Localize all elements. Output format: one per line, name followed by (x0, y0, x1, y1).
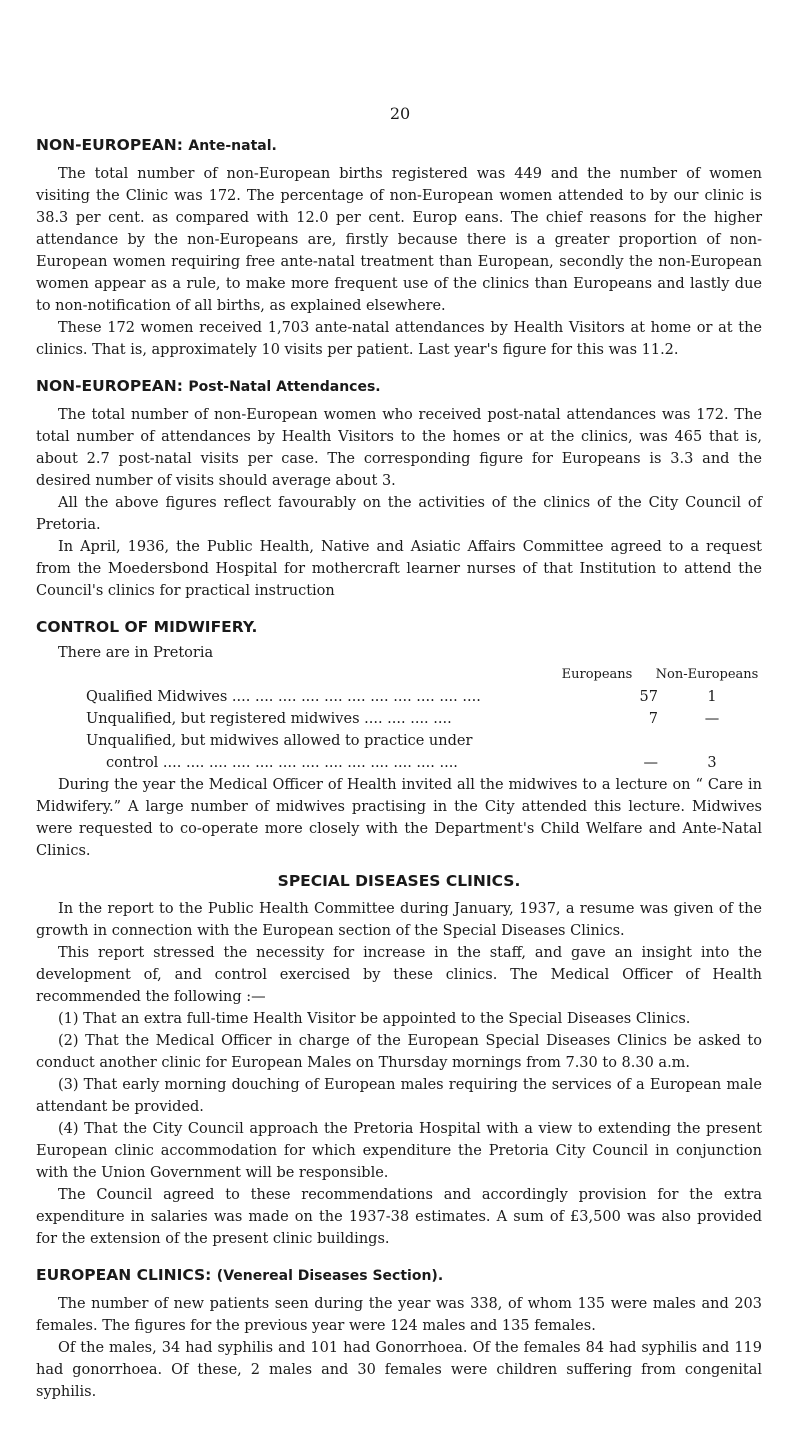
value-europeans (598, 730, 662, 752)
value-non-europeans: — (704, 711, 720, 727)
paragraph: This report stressed the necessity for increase in the staff, and gave an insight into the development of, and control exercised by these clinics. The Medical Officer of Health recommended the following :— (36, 945, 762, 1005)
recommendation-item: (4) That the City Council approach the Pretoria Hospital with a view to extending the present European clinic accommodation for which expenditure the Pretoria City Council in conjunction with the Union Government will be responsible. (36, 1121, 762, 1181)
paragraph: The Council agreed to these recommendations and accordingly provision for the extra expenditure in salaries was made on the 1937-38 estimates. A sum of £3,500 was also provided for the extension of the present clinic buildings. (36, 1187, 762, 1247)
section-heading-european-clinics (36, 1264, 762, 1287)
column-header-europeans: Europeans (561, 667, 633, 682)
recommendation-item: (1) That an extra full-time Health Visitor be appointed to the Special Diseases Clinics. (58, 1011, 691, 1027)
paragraph: These 172 women received 1,703 ante-natal attendances by Health Visitors at home or at the clinics. That is, approximately 10 visits per patient. Last year's figure for this was 11.2. (36, 320, 762, 358)
table-row (58, 730, 762, 752)
paragraph: All the above figures reflect favourably on the activities of the clinics of the City Council of Pretoria. (36, 495, 762, 533)
heading-sub: (Venereal Diseases Section). (216, 1268, 444, 1284)
value-europeans: 7 (648, 711, 658, 727)
recommendation-item: (2) That the Medical Officer in charge of the European Special Diseases Clinics be asked to conduct another clinic for European Males on Thursday mornings from 7.30 to 8.30 a.m. (36, 1033, 762, 1071)
table-header (58, 664, 762, 686)
section-heading-midwifery: CONTROL OF MIDWIFERY. (36, 618, 258, 636)
heading-main: NON-EUROPEAN: (36, 136, 183, 154)
heading-sub: Post-Natal Attendances. (188, 379, 381, 395)
section-heading-post-natal (36, 375, 762, 398)
paragraph: The number of new patients seen during the year was 338, of whom 135 were males and 203 females. The figures for the previous year were 124 males and 135 females. (36, 1296, 762, 1334)
paragraph: During the year the Medical Officer of Health invited all the midwives to a lecture on “ Care in Midwifery.” A large number of midwives practising in the City attended this lecture. Midwives were requested to co-operate more closely with the Department's Child Welfare and Ante-Natal Clinics. (36, 777, 762, 859)
column-header-non-europeans: Non-Europeans (655, 667, 759, 682)
paragraph: In April, 1936, the Public Health, Native and Asiatic Affairs Committee agreed to a request from the Moedersbond Hospital for mothercraft learner nurses of that Institution to attend the Council's clinics for practical instruction (36, 539, 762, 599)
table-row (58, 708, 762, 730)
recommendation-item: (3) That early morning douching of European males requiring the services of a European male attendant be provided. (36, 1077, 762, 1115)
page-content (36, 134, 762, 1403)
table-row (58, 686, 762, 708)
heading-main: EUROPEAN CLINICS: (36, 1266, 212, 1284)
section-heading-ante-natal (36, 134, 762, 157)
value-non-europeans: 1 (707, 689, 717, 705)
section-heading-special-diseases: SPECIAL DISEASES CLINICS. (277, 872, 521, 890)
paragraph: There are in Pretoria (58, 645, 214, 661)
heading-main: NON-EUROPEAN: (36, 377, 183, 395)
table-row (58, 752, 762, 774)
paragraph: The total number of non-European births registered was 449 and the number of women visiting the Clinic was 172. The percentage of non-European women attended to by our clinic is 38.3 per cent. as compared with 12.0 per cent. Europ eans. The chief reasons for the higher attendance by the non-Europeans are, firstly because there is a greater proportion of non-European women requiring free ante-natal treatment than European, secondly the non-European women appear as a rule, to make more frequent use of the clinics than Europeans and lastly due to non-notification of all births, as explained elsewhere. (36, 166, 762, 314)
value-non-europeans: 3 (707, 755, 717, 771)
value-europeans: 57 (639, 689, 658, 705)
row-label: control .... .... .... .... .... .... .... .... .... .... .... .... .... (106, 755, 458, 771)
heading-sub: Ante-natal. (188, 138, 277, 154)
row-label: Unqualified, but midwives allowed to practice under (86, 733, 473, 749)
value-non-europeans (662, 730, 762, 752)
page-number: 20 (389, 104, 411, 123)
value-europeans: — (643, 755, 658, 771)
paragraph: The total number of non-European women who received post-natal attendances was 172. The total number of attendances by Health Visitors to the homes or at the clinics, was 465 that is, about 2.7 post-natal visits per case. The corresponding figure for Europeans is 3.3 and the desired number of visits should average about 3. (36, 407, 762, 489)
paragraph: In the report to the Public Health Committee during January, 1937, a resume was given of the growth in connection with the European section of the Special Diseases Clinics. (36, 901, 762, 939)
paragraph: Of the males, 34 had syphilis and 101 had Gonorrhoea. Of the females 84 had syphilis and 119 had gonorrhoea. Of these, 2 males and 30 females were children suffering from congenital syphilis. (36, 1340, 762, 1400)
midwives-table (58, 664, 762, 774)
row-label: Qualified Midwives .... .... .... .... .... .... .... .... .... .... .... (86, 689, 481, 705)
row-label: Unqualified, but registered midwives .... .... .... .... (86, 711, 452, 727)
